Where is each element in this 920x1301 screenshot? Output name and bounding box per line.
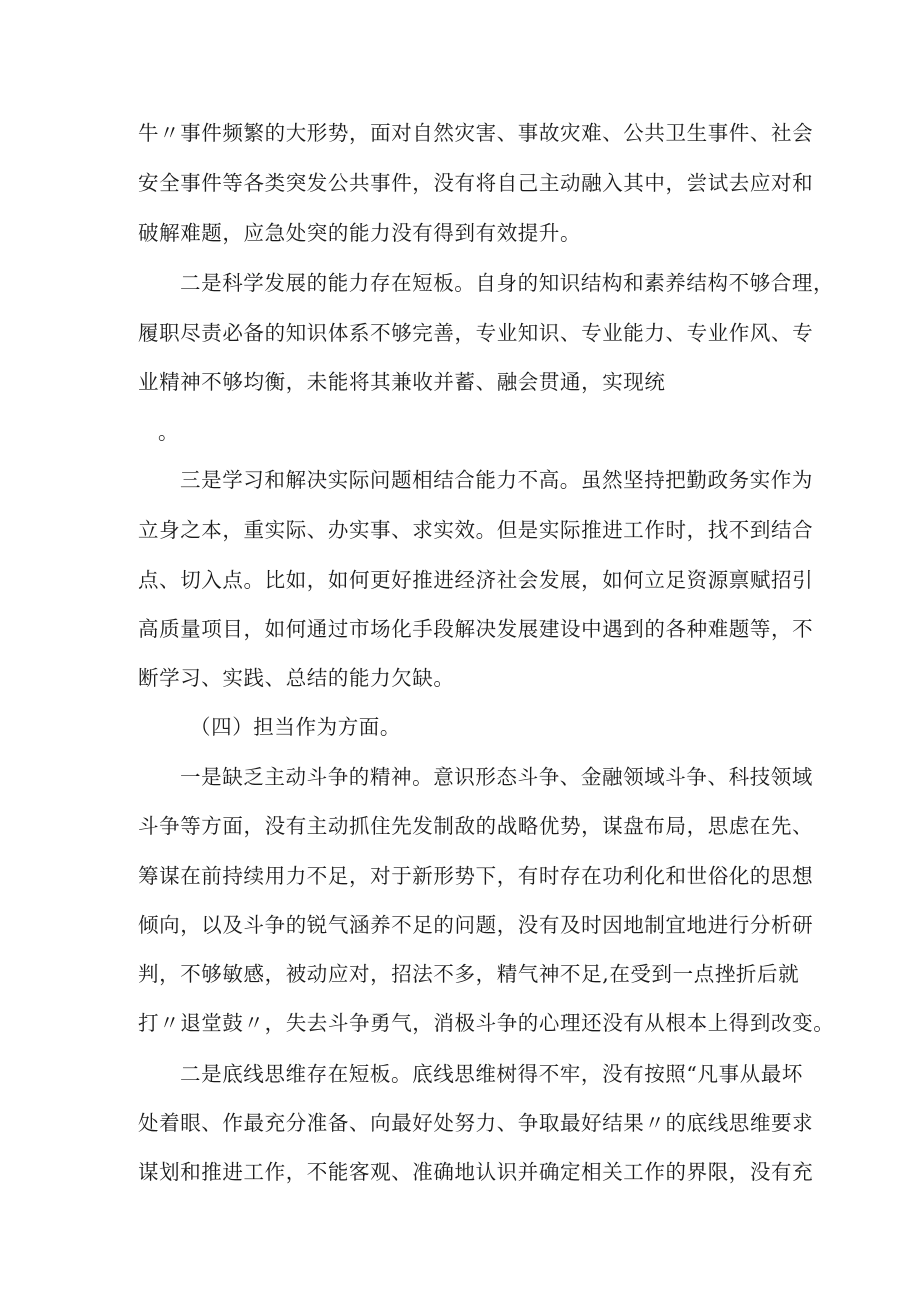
paragraph-line: 谋划和推进工作，不能客观、准确地认识并确定相关工作的界限，没有充 xyxy=(138,1160,814,1184)
paragraph-line: 点、切入点。比如，如何更好推进经济社会发展，如何立足资源禀赋招引 xyxy=(138,568,814,592)
paragraph-line: 高质量项目，如何通过市场化手段解决发展建设中遇到的各种难题等，不 xyxy=(138,617,814,641)
paragraph-line: 业精神不够均衡，未能将其兼收并蓄、融会贯通，实现统 xyxy=(138,370,666,394)
paragraph-line: 倾向，以及斗争的锐气涵养不足的问题，没有及时因地制宜地进行分析研 xyxy=(138,913,814,937)
paragraph-line: 斗争等方面，没有主动抓住先发制敌的战略优势，谋盘布局，思虑在先、 xyxy=(138,814,814,838)
paragraph-line: 。 xyxy=(158,420,180,444)
paragraph-line: 一是缺乏主动斗争的精神。意识形态斗争、金融领域斗争、科技领域 xyxy=(180,765,813,789)
paragraph-line: 安全事件等各类突发公共事件，没有将自己主动融入其中，尝试去应对和 xyxy=(138,171,814,195)
paragraph-line: 处着眼、作最充分准备、向最好处努力、争取最好结果〃的底线思维要求 xyxy=(138,1111,814,1135)
section-heading: （四）担当作为方面。 xyxy=(190,715,401,739)
paragraph-line: 判，不够敏感，被动应对，招法不多，精气神不足,在受到一点挫折后就 xyxy=(138,962,800,986)
paragraph-line: 二是科学发展的能力存在短板。自身的知识结构和素养结构不够合理， xyxy=(180,271,835,295)
paragraph-line: 三是学习和解决实际问题相结合能力不高。虽然坚持把勤政务实作为 xyxy=(180,468,813,492)
paragraph-line: 筹谋在前持续用力不足，对于新形势下，有时存在功利化和世俗化的思想 xyxy=(138,864,814,888)
paragraph-line: 破解难题，应急处突的能力没有得到有效提升。 xyxy=(138,221,582,245)
paragraph-line: 立身之本，重实际、办实事、求实效。但是实际推进工作时，找不到结合 xyxy=(138,518,814,542)
paragraph-line: 履职尽责必备的知识体系不够完善，专业知识、专业能力、专业作风、专 xyxy=(138,321,814,345)
paragraph-line: 打〃退堂鼓〃，失去斗争勇气，消极斗争的心理还没有从根本上得到改变。 xyxy=(138,1011,835,1035)
paragraph-line: 牛〃事件频繁的大形势，面对自然灾害、事故灾难、公共卫生事件、社会 xyxy=(138,121,814,145)
paragraph-line: 断学习、实践、总结的能力欠缺。 xyxy=(138,666,455,690)
paragraph-line: 二是底线思维存在短板。底线思维树得不牢，没有按照“凡事从最坏 xyxy=(180,1062,803,1086)
